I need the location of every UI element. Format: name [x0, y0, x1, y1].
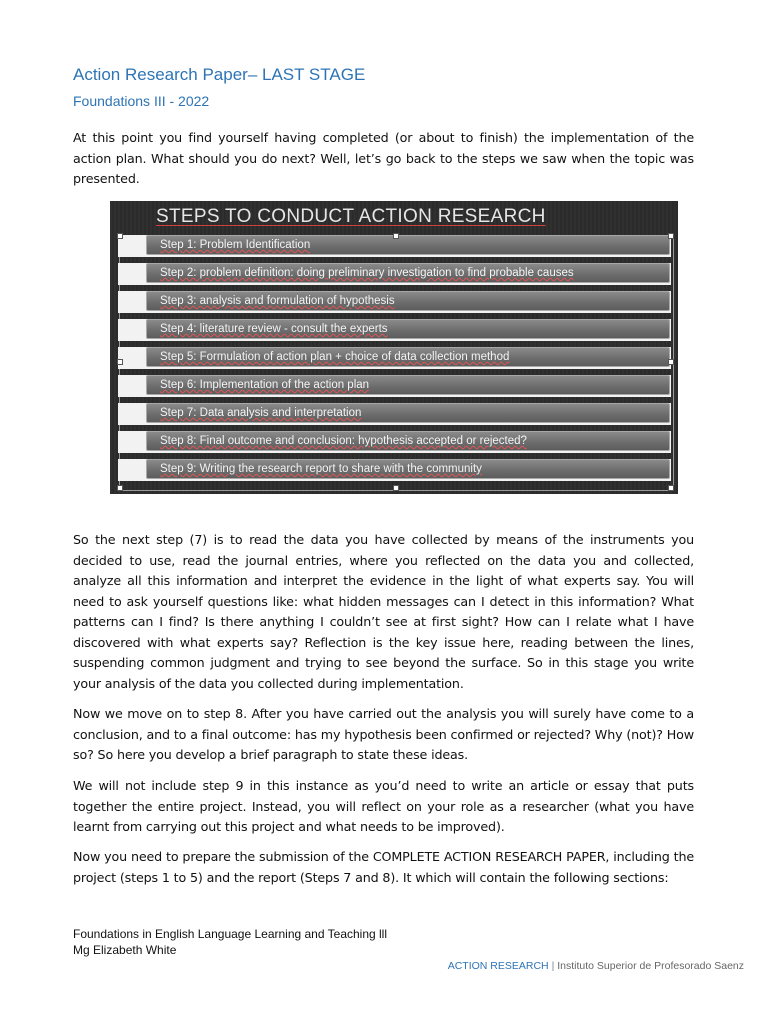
- step-label: Step 1: Problem Identification: [160, 239, 311, 251]
- step-row: [118, 347, 671, 369]
- resize-handle: [668, 485, 674, 491]
- step-label: Step 6: Implementation of the action plan: [160, 379, 370, 391]
- step-label: Step 5: Formulation of action plan + choice of data collection method: [160, 351, 510, 363]
- step9-paragraph: We will not include step 9 in this instance as you’d need to write an article or essay that puts together the entire project. Instead, you will reflect on your role as a researcher (what you have learnt from carrying out this project and what needs to be improved).: [73, 778, 694, 834]
- step8-paragraph: Now we move on to step 8. After you have carried out the analysis you will surely have come to a conclusion, and to a final outcome: has my hypothesis been confirmed or rejected? Why (not)? How so? So here you develop a brief paragraph to state these ideas.: [73, 706, 694, 762]
- resize-handle: [117, 485, 123, 491]
- step-label: Step 2: problem definition: doing preliminary investigation to find probable causes: [160, 267, 574, 279]
- footer-institution: Instituto Superior de Profesorado Saenz: [557, 960, 744, 972]
- slide-title: STEPS TO CONDUCT ACTION RESEARCH: [156, 206, 546, 227]
- page-subtitle: Foundations III - 2022: [73, 93, 210, 109]
- footer-separator: |: [551, 960, 555, 972]
- step-row: [118, 459, 671, 481]
- footer-course: Foundations in English Language Learning and Teaching lll: [73, 927, 388, 941]
- step-label: Step 8: Final outcome and conclusion: hypothesis accepted or rejected?: [160, 435, 527, 447]
- intro-paragraph: At this point you find yourself having completed (or about to finish) the implementation of the action plan. What should you do next? Well, let’s go back to the steps we saw when the topic was presented.: [73, 130, 694, 186]
- footer-right: [448, 959, 744, 973]
- steps-slide-image: [110, 201, 678, 494]
- resize-handle: [668, 359, 674, 365]
- step-label: Step 4: literature review - consult the experts: [160, 323, 388, 335]
- resize-handle: [117, 359, 123, 365]
- step-row: [118, 403, 671, 425]
- step-row: [118, 431, 671, 453]
- resize-handle: [668, 233, 674, 239]
- resize-handle: [393, 485, 399, 491]
- page-title: Action Research Paper– LAST STAGE: [73, 65, 366, 84]
- footer-author: Mg Elizabeth White: [73, 943, 177, 957]
- resize-handle: [117, 233, 123, 239]
- step-row: [118, 319, 671, 341]
- submission-paragraph: Now you need to prepare the submission of the COMPLETE ACTION RESEARCH PAPER, including the project (steps 1 to 5) and the report (Steps 7 and 8). It which will contain the following sections:: [73, 849, 694, 885]
- step-row: [118, 375, 671, 397]
- step-row: [118, 291, 671, 313]
- footer-section: ACTION RESEARCH: [447, 960, 549, 972]
- step7-paragraph: So the next step (7) is to read the data you have collected by means of the instruments you decided to use, read the journal entries, where you reflected on the data you and collected, analyze all this information and interpret the evidence in the light of what experts say. You will need to ask yourself questions like: what hidden messages can I detect in this information? What patterns can I find? Is there anything I couldn’t see at first sight? How can I relate what I have discovered with what experts say? Reflection is the key issue here, reading between the lines, suspending common judgment and trying to see beyond the surface. So in this stage you write your analysis of the data you collected during implementation.: [73, 532, 694, 691]
- resize-handle: [393, 233, 399, 239]
- step-label: Step 3: analysis and formulation of hypothesis: [160, 295, 395, 307]
- step-row: [118, 263, 671, 285]
- step-label: Step 7: Data analysis and interpretation: [160, 407, 362, 419]
- step-label: Step 9: Writing the research report to share with the community: [160, 463, 482, 475]
